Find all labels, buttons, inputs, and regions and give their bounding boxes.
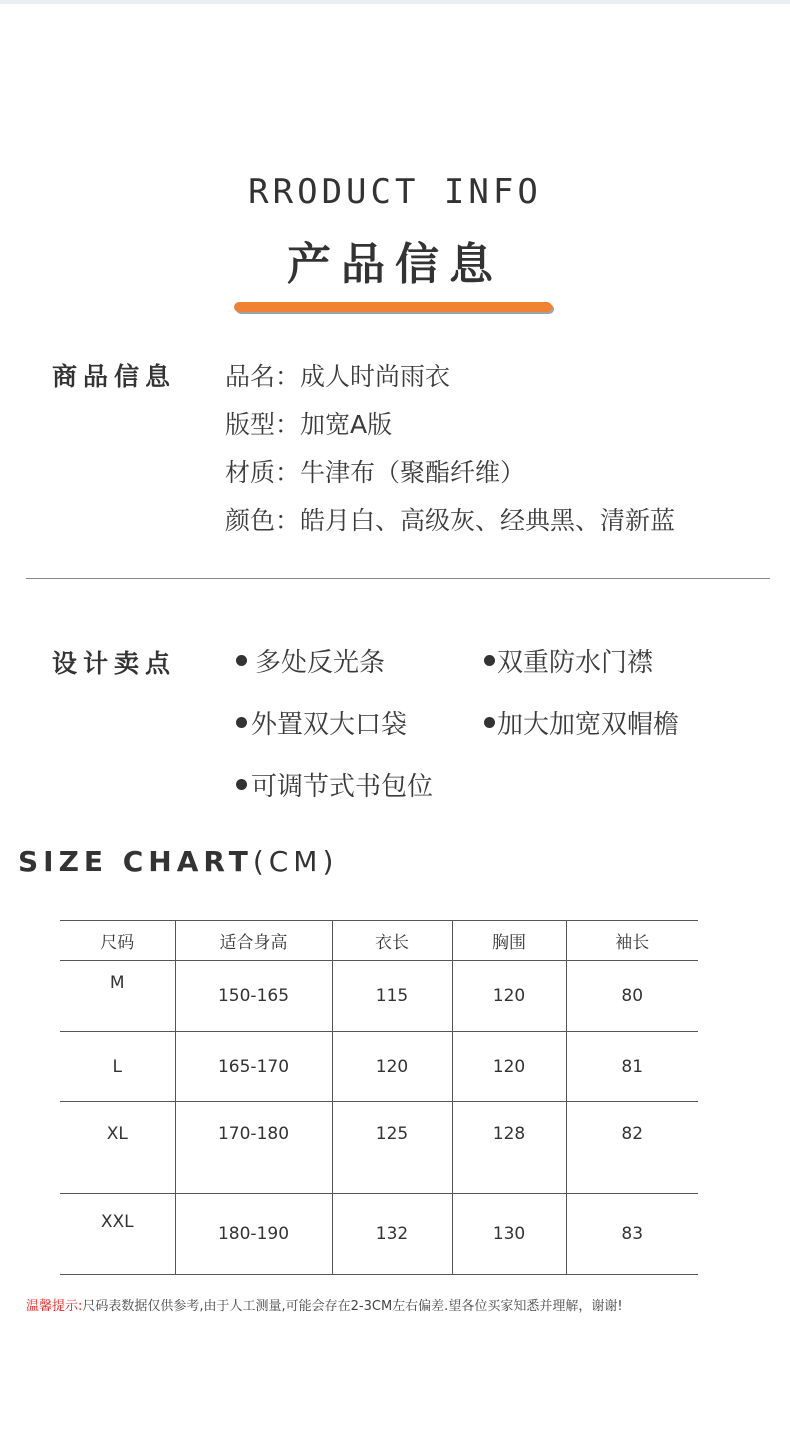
col-header-size: 尺码 [60, 921, 175, 961]
feature-item [484, 642, 653, 679]
table-row [60, 1194, 698, 1275]
table-cell: 180-190 [175, 1194, 332, 1275]
table-row [60, 1102, 698, 1194]
table-cell: 120 [452, 961, 566, 1032]
bullet-dot [236, 779, 247, 790]
col-header-length: 衣长 [332, 921, 452, 961]
table-cell: 130 [452, 1194, 566, 1275]
size-chart-title-text: SIZE CHART [18, 845, 253, 878]
feature-text: 外置双大口袋 [251, 710, 408, 740]
table-cell: M [60, 961, 175, 1032]
size-notice [26, 1295, 623, 1314]
feature-text: 加大加宽双帽檐 [497, 710, 680, 740]
feature-text: 可调节式书包位 [251, 772, 434, 802]
feature-text: 双重防水门襟 [497, 648, 654, 678]
table-row [60, 961, 698, 1032]
table-cell: 80 [566, 961, 698, 1032]
notice-text: 尺码表数据仅供参考,由于人工测量,可能会存在2-3CM左右偏差.望各位买家知悉并理解，谢谢! [82, 1299, 623, 1314]
bullet-dot [236, 717, 247, 728]
size-table [60, 920, 698, 1275]
info-material: 材质：牛津布（聚酯纤维） [225, 458, 526, 487]
bullet-dot [484, 655, 495, 666]
feature-text: 多处反光条 [255, 648, 386, 678]
table-cell: 82 [566, 1102, 698, 1194]
table-cell: 120 [452, 1032, 566, 1102]
table-cell: 83 [566, 1194, 698, 1275]
table-cell: XXL [60, 1194, 175, 1275]
col-header-chest: 胸围 [452, 921, 566, 961]
info-fit: 版型：加宽A版 [225, 410, 393, 439]
table-cell: 120 [332, 1032, 452, 1102]
size-chart-title [18, 845, 338, 878]
table-row [60, 1032, 698, 1102]
info-colors: 颜色：皓月白、高级灰、经典黑、清新蓝 [225, 506, 676, 535]
info-name: 品名：成人时尚雨衣 [225, 362, 451, 391]
table-cell: 81 [566, 1032, 698, 1102]
title-chinese: 产品信息 [287, 239, 503, 290]
table-cell: 150-165 [175, 961, 332, 1032]
feature-item [236, 642, 385, 679]
bullet-dot [236, 655, 247, 666]
col-header-height: 适合身高 [175, 921, 332, 961]
table-cell: 128 [452, 1102, 566, 1194]
table-cell: 132 [332, 1194, 452, 1275]
bullet-dot [484, 717, 495, 728]
col-header-sleeve: 袖长 [566, 921, 698, 961]
table-cell: XL [60, 1102, 175, 1194]
title-english: RRODUCT INFO [248, 172, 542, 212]
design-label: 设计卖点 [52, 649, 177, 678]
table-header-row [60, 921, 698, 961]
notice-prefix: 温馨提示: [26, 1299, 83, 1314]
feature-item [236, 766, 433, 803]
table-cell: L [60, 1032, 175, 1102]
feature-item [484, 704, 679, 741]
feature-item [236, 704, 407, 741]
table-cell: 115 [332, 961, 452, 1032]
section-divider [26, 578, 770, 579]
top-strip [0, 0, 790, 4]
table-cell: 165-170 [175, 1032, 332, 1102]
product-info-label: 商品信息 [52, 362, 177, 391]
title-accent-bar [234, 302, 552, 312]
table-cell: 125 [332, 1102, 452, 1194]
table-cell: 170-180 [175, 1102, 332, 1194]
size-chart-unit: (CM) [252, 845, 339, 878]
